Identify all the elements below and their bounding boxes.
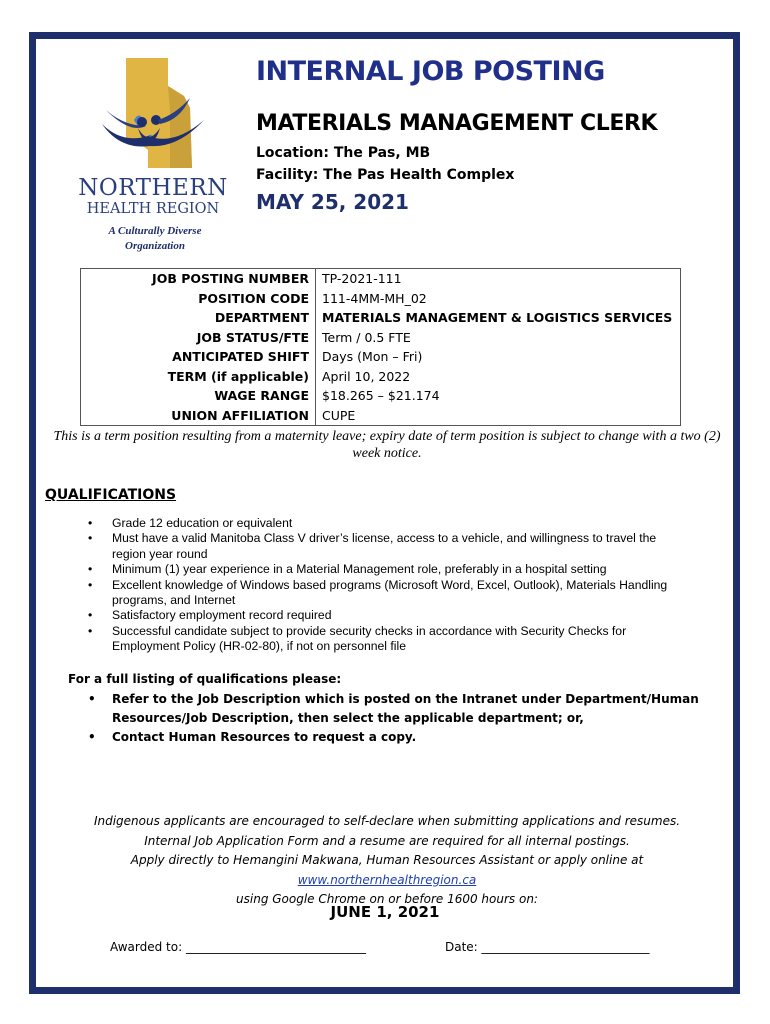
location-text: Location: The Pas, MB (256, 145, 431, 161)
table-row (81, 347, 681, 367)
detail-value: MATERIALS MANAGEMENT & LOGISTICS SERVICES (316, 308, 681, 328)
list-item: • Satisfactory employment record required (86, 608, 686, 623)
logo-line-2: HEALTH REGION (86, 201, 220, 217)
application-instructions (44, 812, 730, 910)
position-title: MATERIALS MANAGEMENT CLERK (256, 111, 658, 136)
detail-value: April 10, 2022 (316, 367, 681, 387)
table-row (81, 269, 681, 289)
footer-line-4: using Google Chrome on or before 1600 hours on: (236, 892, 538, 906)
full-listing-list (86, 690, 706, 747)
logo-line-1: NORTHERN (78, 175, 228, 201)
website-link[interactable]: www.northernhealthregion.ca (297, 872, 477, 887)
detail-label: JOB STATUS/FTE (196, 329, 309, 345)
footer-line-2: Internal Job Application Form and a resume are required for all internal postings. (144, 833, 630, 848)
list-item: • Excellent knowledge of Windows based programs (Microsoft Word, Excel, Outlook), Materials Handling programs, and Internet (86, 578, 686, 609)
detail-value: TP-2021-111 (316, 269, 681, 289)
detail-value: Days (Mon – Fri) (316, 347, 681, 367)
detail-label: WAGE RANGE (214, 388, 309, 403)
qualifications-heading: QUALIFICATIONS (45, 487, 177, 503)
job-details-table (80, 268, 681, 426)
awarded-to-field: Awarded to: ______________________________ (110, 940, 366, 954)
detail-label: TERM (if applicable) (167, 368, 309, 384)
date-field: Date: ____________________________ (445, 940, 650, 954)
detail-label: JOB POSTING NUMBER (81, 269, 316, 289)
detail-label: ANTICIPATED SHIFT (172, 349, 309, 364)
list-item: • Grade 12 education or equivalent (86, 516, 686, 531)
footer-line-3 (44, 851, 730, 890)
detail-value: CUPE (316, 406, 681, 426)
footer-line-1: Indigenous applicants are encouraged to self-declare when submitting applications and resumes. (93, 814, 681, 828)
posting-date: MAY 25, 2021 (256, 190, 409, 214)
list-item: • Contact Human Resources to request a copy. (86, 728, 706, 747)
list-item: • Successful candidate subject to provide security checks in accordance with Security Checks for Employment Policy (HR-02-80), if not on personnel file (86, 624, 686, 655)
qualifications-list (86, 516, 686, 655)
manitoba-map-icon (98, 50, 208, 172)
list-item: • Minimum (1) year experience in a Material Management role, preferably in a hospital setting (86, 562, 686, 577)
detail-value: Term / 0.5 FTE (316, 328, 681, 348)
detail-label: POSITION CODE (198, 290, 309, 306)
table-row (81, 406, 681, 426)
table-row (81, 308, 681, 328)
full-listing-intro: For a full listing of qualifications please: (68, 672, 342, 686)
table-row (81, 386, 681, 406)
detail-label: UNION AFFILIATION (81, 406, 316, 426)
detail-value: 111-4MM-MH_02 (316, 289, 681, 309)
facility-text: Facility: The Pas Health Complex (256, 167, 515, 183)
list-item: • Refer to the Job Description which is posted on the Intranet under Department/Human Resources/Job Description, then select the applicable department; or, (86, 690, 706, 728)
detail-label: DEPARTMENT (214, 310, 309, 325)
table-row (81, 367, 681, 387)
table-row (81, 289, 681, 309)
footer-line-3-text: Apply directly to Hemangini Makwana, Human Resources Assistant or apply online at (130, 853, 644, 867)
logo-tagline: A Culturally Diverse Organization (108, 225, 202, 252)
northern-health-logo (78, 50, 228, 250)
table-row (81, 328, 681, 348)
closing-date: JUNE 1, 2021 (330, 903, 440, 921)
page-title: INTERNAL JOB POSTING (256, 56, 605, 87)
detail-value: $18.265 – $21.174 (316, 386, 681, 406)
list-item: • Must have a valid Manitoba Class V driver’s license, access to a vehicle, and willingness to travel the region year round (86, 531, 686, 562)
term-note: This is a term position resulting from a maternity leave; expiry date of term position is subject to change with a two (2) week notice. (53, 429, 721, 461)
